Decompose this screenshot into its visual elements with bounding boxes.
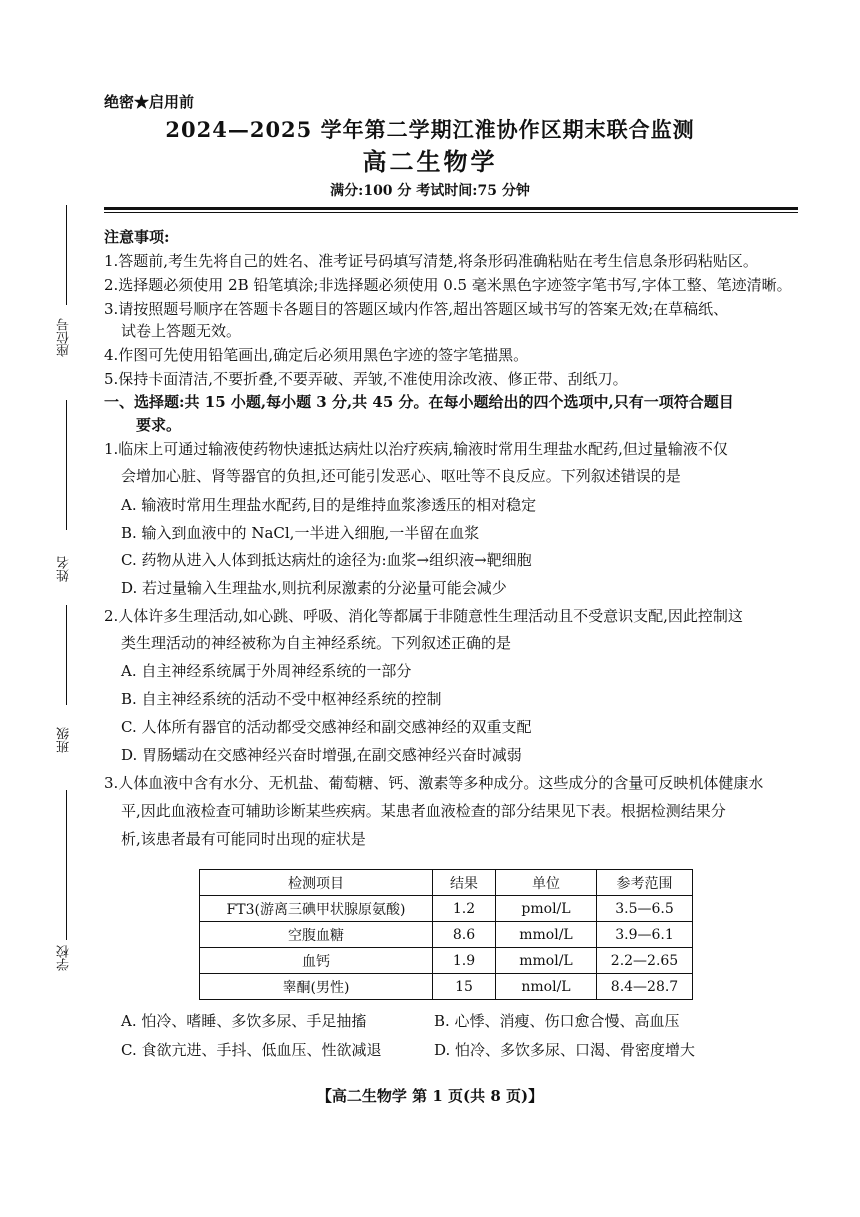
side-label-seat: 座位号 — [57, 318, 72, 357]
q2-option-c: C. 人体所有器官的活动都受交感神经和副交感神经的双重支配 — [121, 718, 532, 736]
q1-option-d: D. 若过量输入生理盐水,则抗利尿激素的分泌量可能会减少 — [121, 579, 507, 597]
exam-title: 2024—2025 学年第二学期江淮协作区期末联合监测 — [165, 117, 695, 142]
note-item: 2.选择题必须使用 2B 铅笔填涂;非选择题必须使用 0.5 毫米黑色字迹签字笔书写,字体工整、笔迹清晰。 — [104, 276, 792, 294]
secret-label: 绝密★启用前 — [104, 93, 195, 111]
side-line — [66, 205, 67, 305]
section-heading: 一、选择题:共 15 小题,每小题 3 分,共 45 分。在每小题给出的四个选项中,只有一项符合题目 — [104, 393, 734, 411]
section-heading-cont: 要求。 — [136, 416, 182, 434]
q2-option-a: A. 自主神经系统属于外周神经系统的一部分 — [121, 662, 412, 680]
table-cell: 15 — [433, 974, 496, 1000]
table-cell: 睾酮(男性) — [200, 974, 433, 1000]
side-label-name: 姓名 — [57, 556, 72, 582]
table-header: 检测项目 — [200, 870, 433, 896]
table-cell: pmol/L — [496, 896, 597, 922]
table-row — [200, 896, 693, 922]
q3-option-d: D. 怕冷、多饮多尿、口渴、骨密度增大 — [434, 1041, 696, 1059]
table-row — [200, 948, 693, 974]
side-line — [66, 400, 67, 530]
table-row — [200, 922, 693, 948]
table-header: 单位 — [496, 870, 597, 896]
table-cell: 3.5—6.5 — [597, 896, 693, 922]
note-item: 4.作图可先使用铅笔画出,确定后必须用黑色字迹的签字笔描黑。 — [104, 346, 529, 364]
header-rule — [104, 207, 798, 210]
table-cell: 1.2 — [433, 896, 496, 922]
table-cell: mmol/L — [496, 922, 597, 948]
q3-option-a: A. 怕冷、嗜睡、多饮多尿、手足抽搐 — [121, 1012, 367, 1030]
table-cell: 2.2—2.65 — [597, 948, 693, 974]
exam-meta: 满分:100 分 考试时间:75 分钟 — [330, 183, 530, 199]
table-cell: 空腹血糖 — [200, 922, 433, 948]
notes-heading: 注意事项: — [104, 228, 170, 246]
table-cell: 8.6 — [433, 922, 496, 948]
table-cell: 3.9—6.1 — [597, 922, 693, 948]
table-cell: 1.9 — [433, 948, 496, 974]
q1-stem-cont: 会增加心脏、肾等器官的负担,还可能引发恶心、呕吐等不良反应。下列叙述错误的是 — [121, 467, 681, 485]
note-item: 3.请按照题号顺序在答题卡各题目的答题区域内作答,超出答题区域书写的答案无效;在草稿纸、 — [104, 300, 729, 318]
q3-stem-cont: 析,该患者最有可能同时出现的症状是 — [121, 830, 366, 848]
note-item: 1.答题前,考生先将自己的姓名、准考证号码填写清楚,将条形码准确粘贴在考生信息条形码粘贴区。 — [104, 252, 758, 270]
side-label-class: 班级 — [57, 727, 72, 753]
q3-option-c: C. 食欲亢进、手抖、低血压、性欲减退 — [121, 1041, 382, 1059]
table-header: 参考范围 — [597, 870, 693, 896]
q1-stem: 1.临床上可通过输液使药物快速抵达病灶以治疗疾病,输液时常用生理盐水配药,但过量输液不仅 — [104, 440, 728, 458]
side-line — [66, 605, 67, 705]
note-item: 5.保持卡面清洁,不要折叠,不要弄破、弄皱,不准使用涂改液、修正带、刮纸刀。 — [104, 370, 628, 388]
q2-stem: 2.人体许多生理活动,如心跳、呼吸、消化等都属于非随意性生理活动且不受意识支配,因此控制这 — [104, 607, 743, 625]
table-header-row — [200, 870, 693, 896]
side-label-school: 学校 — [57, 945, 72, 971]
q2-option-d: D. 胃肠蠕动在交感神经兴奋时增强,在副交感神经兴奋时减弱 — [121, 746, 522, 764]
side-line — [66, 790, 67, 940]
table-cell: mmol/L — [496, 948, 597, 974]
note-item: 试卷上答题无效。 — [121, 322, 242, 340]
q1-option-b: B. 输入到血液中的 NaCl,一半进入细胞,一半留在血浆 — [121, 524, 480, 542]
q3-option-b: B. 心悸、消瘦、伤口愈合慢、高血压 — [434, 1012, 680, 1030]
table-header: 结果 — [433, 870, 496, 896]
q3-stem: 3.人体血液中含有水分、无机盐、葡萄糖、钙、激素等多种成分。这些成分的含量可反映机体健康水 — [104, 774, 764, 792]
table-cell: 血钙 — [200, 948, 433, 974]
table-cell: nmol/L — [496, 974, 597, 1000]
q3-stem-cont: 平,因此血液检查可辅助诊断某些疾病。某患者血液检查的部分结果见下表。根据检测结果分 — [121, 802, 726, 820]
blood-test-table — [199, 869, 693, 1000]
table-row — [200, 974, 693, 1000]
q2-option-b: B. 自主神经系统的活动不受中枢神经系统的控制 — [121, 690, 442, 708]
table-cell: FT3(游离三碘甲状腺原氨酸) — [200, 896, 433, 922]
table-cell: 8.4—28.7 — [597, 974, 693, 1000]
q1-option-c: C. 药物从进入人体到抵达病灶的途径为:血浆→组织液→靶细胞 — [121, 551, 532, 569]
subject-title: 高二生物学 — [362, 147, 498, 176]
q1-option-a: A. 输液时常用生理盐水配药,目的是维持血浆渗透压的相对稳定 — [121, 496, 537, 514]
q2-stem-cont: 类生理活动的神经被称为自主神经系统。下列叙述正确的是 — [121, 634, 512, 652]
page-footer: 【高二生物学 第 1 页(共 8 页)】 — [316, 1087, 544, 1105]
header-rule-thin — [104, 212, 798, 213]
